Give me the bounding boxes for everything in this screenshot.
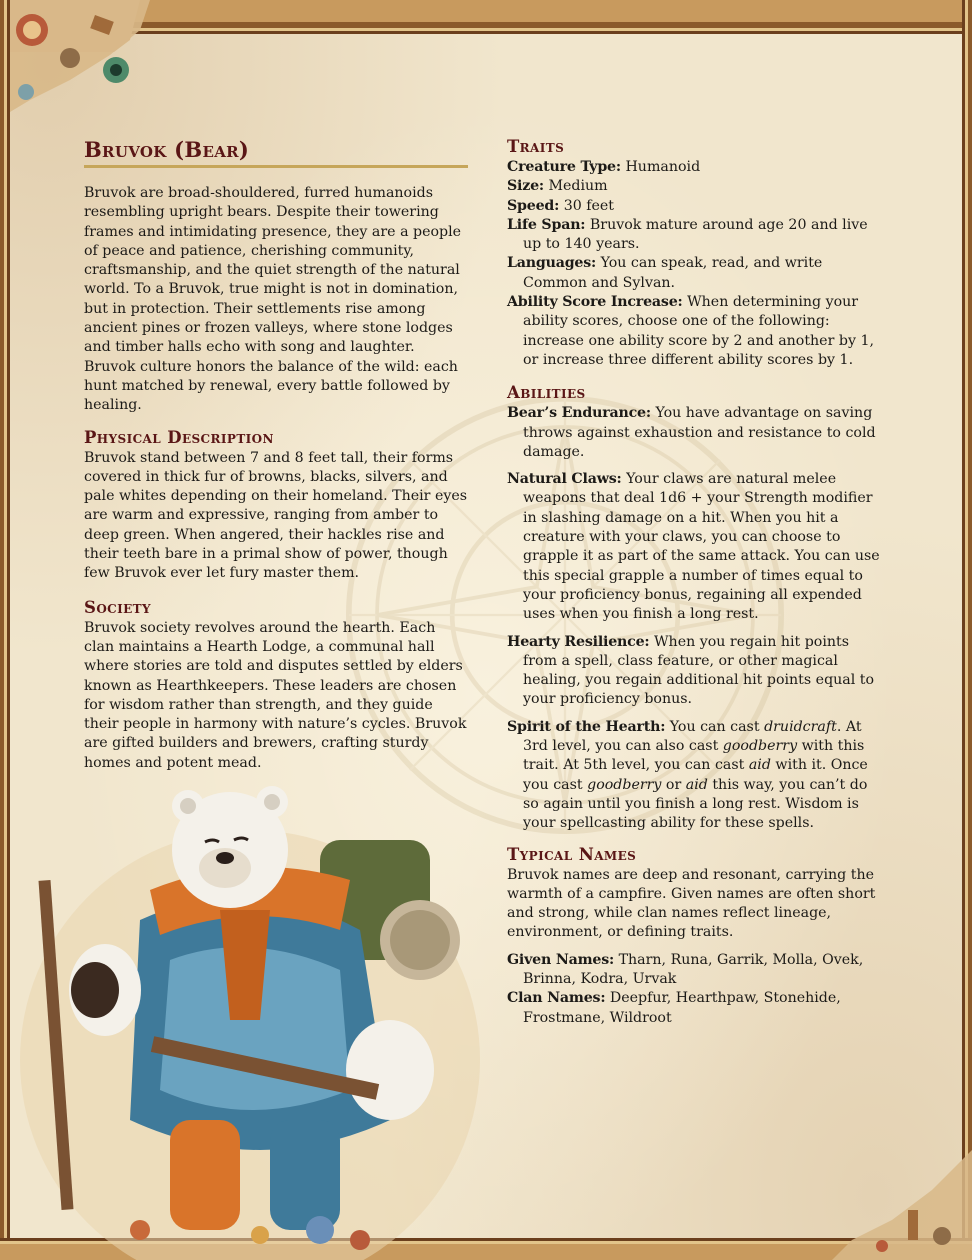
left-column <box>84 136 468 784</box>
ability-text-part: or <box>661 776 686 793</box>
top-left-corner-ornament <box>0 0 150 120</box>
trait-label: Languages: <box>507 255 597 272</box>
ability-hearty-resilience <box>507 633 887 710</box>
intro-paragraph: Bruvok are broad-shouldered, furred humanoids resembling upright bears. Despite their towering frames and intimidating presence, they are a people of peace and patience, cherishing community, craftsmanship, and the quiet strength of the natural world. To a Bruvok, true might is not in domination, but in protection. Their settlements rise among ancient pines or frozen valleys, where stone lodges and timber halls echo with song and laughter. Bruvok culture honors the balance of the wild: each hunt matched by renewal, every battle followed by healing. <box>84 185 462 414</box>
trait-value: When determining your ability scores, choose one of the following: increase one ability score by 2 and another by 1, or increase three different ability scores by 1. <box>523 294 875 368</box>
trait-creature-type <box>507 158 887 177</box>
trait-label: Life Span: <box>507 216 586 233</box>
given-names <box>507 951 887 990</box>
names-label: Given Names: <box>507 951 615 968</box>
trait-label: Ability Score Increase: <box>507 294 683 311</box>
page-title: Bruvok (Bear) <box>84 137 250 162</box>
clan-names <box>507 989 887 1028</box>
ability-label: Bear’s Endurance: <box>507 405 651 422</box>
society-heading: Society <box>84 597 151 617</box>
bear-adventurer-illustration-icon <box>20 760 480 1260</box>
trait-label: Speed: <box>507 197 560 214</box>
trait-languages <box>507 254 887 293</box>
ability-text-part: . At 3rd level, you can also cast <box>523 718 862 755</box>
left-border-ornament <box>0 0 14 1260</box>
names-value: Deepfur, Hearthpaw, Stonehide, Frostmane, Wildroot <box>523 990 841 1026</box>
trait-value: Medium <box>548 178 608 195</box>
ability-text-part: You can cast <box>669 718 765 735</box>
ability-text-part: with this trait. At 5th level, you can cast <box>523 738 865 774</box>
right-column <box>507 136 887 1028</box>
right-border-ornament <box>960 0 972 1260</box>
trait-ability-score-increase <box>507 293 887 370</box>
title-rule <box>84 165 468 168</box>
bottom-right-corner-ornament <box>832 1150 972 1260</box>
spell-name: goodberry <box>722 738 798 755</box>
trait-value: Bruvok mature around age 20 and live up to 140 years. <box>523 216 868 253</box>
names-value: Tharn, Runa, Garrik, Molla, Ovek, Brinna, Kodra, Urvak <box>523 951 864 987</box>
trait-value: Humanoid <box>625 159 701 175</box>
ability-label: Hearty Resilience: <box>507 633 650 650</box>
physical-description-heading: Physical Description <box>84 427 274 447</box>
traits-heading: Traits <box>507 137 565 156</box>
ability-bears-endurance <box>507 404 887 462</box>
trait-speed <box>507 197 887 216</box>
ability-text-part: this way, you can’t do so again until you finish a long rest. Wisdom is your spellcasting ability for these spells. <box>523 776 868 832</box>
ability-spirit-of-the-hearth <box>507 718 887 834</box>
spell-name: aid <box>685 776 708 793</box>
spell-name: aid <box>748 757 771 774</box>
ability-natural-claws <box>507 470 887 624</box>
ability-label: Natural Claws: <box>507 471 622 488</box>
ability-text: When you regain hit points from a spell, class feature, or other magical healing, you regain additional hit points equal to your proficiency bonus. <box>523 633 875 708</box>
traits-list <box>507 158 887 370</box>
physical-description-text: Bruvok stand between 7 and 8 feet tall, their forms covered in thick fur of browns, blacks, silvers, and pale whites depending on their homeland. Their eyes are warm and expressive, ranging from amber to deep green. When angered, their hackles rise and their teeth bare in a primal show of power, though few Bruvok ever let fury master them. <box>84 449 468 582</box>
spell-name: druidcraft <box>764 718 837 735</box>
trait-life-span <box>507 216 887 255</box>
typical-names-heading: Typical Names <box>507 844 637 864</box>
ability-text: Your claws are natural melee weapons that deal 1d6 + your Strength modifier in slashing damage on a hit. When you hit a creature with your claws, you can choose to grapple it as part of the same attack. You can use this special grapple a number of times equal to your proficiency bonus, regaining all expended uses when you finish a long rest. <box>523 471 880 623</box>
spell-name: goodberry <box>587 776 662 793</box>
ability-text: You have advantage on saving throws against exhaustion and resistance to cold damage. <box>523 405 876 460</box>
names-label: Clan Names: <box>507 990 606 1007</box>
trait-value: You can speak, read, and write Common and Sylvan. <box>523 255 823 291</box>
ability-text-part: with it. Once you cast <box>523 757 868 793</box>
trait-size <box>507 177 887 196</box>
abilities-heading: Abilities <box>507 383 586 403</box>
ability-label: Spirit of the Hearth: <box>507 718 666 735</box>
trait-label: Size: <box>507 178 544 195</box>
abilities-list <box>507 404 887 833</box>
trait-label: Creature Type: <box>507 159 621 175</box>
trait-value: 30 feet <box>563 197 615 214</box>
society-text: Bruvok society revolves around the hearth. Each clan maintains a Hearth Lodge, a communal hall where stories are told and disputes settled by elders known as Hearthkeepers. These leaders are chosen for wisdom rather than strength, and they guide their people in harmony with nature’s cycles. Bruvok are gifted builders and brewers, crafting sturdy homes and potent mead. <box>84 619 467 771</box>
typical-names-text: Bruvok names are deep and resonant, carrying the warmth of a campfire. Given names are often short and strong, while clan names reflect lineage, environment, or defining traits. <box>507 866 876 941</box>
